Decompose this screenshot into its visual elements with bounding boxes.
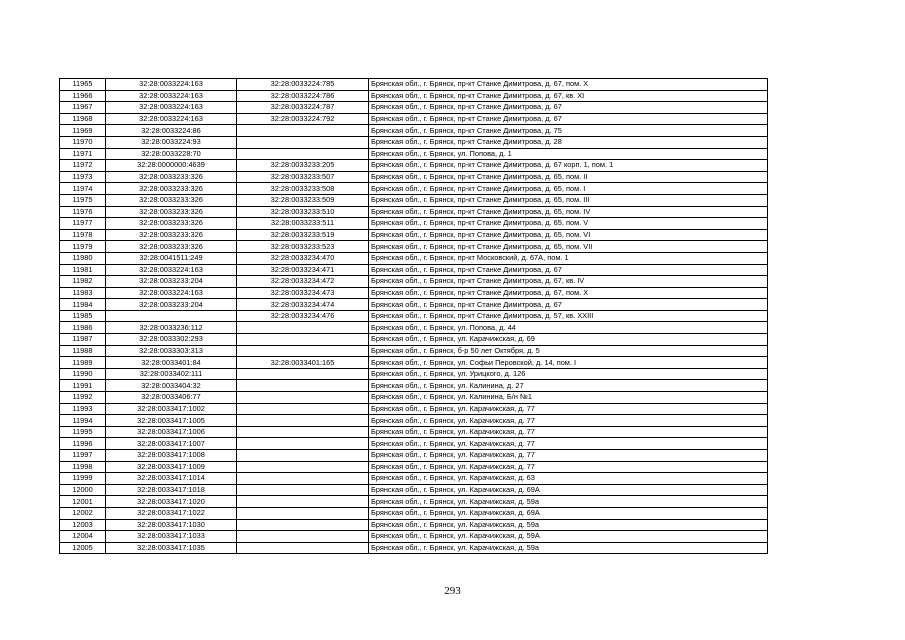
table-row [60, 287, 768, 299]
object-cadastral-number-cell [237, 345, 369, 357]
object-cadastral-number-cell: 32:28:0033233:507 [237, 171, 369, 183]
address-cell: Брянская обл., г. Брянск, пр-кт Станке Димитрова, д. 67, пом. X [369, 79, 768, 91]
address-cell: Брянская обл., г. Брянск, пр-кт Станке Димитрова, д. 67, кв. IV [369, 276, 768, 288]
object-cadastral-number-cell: 32:28:0033234:470 [237, 252, 369, 264]
object-cadastral-number-cell: 32:28:0033234:471 [237, 264, 369, 276]
address-cell: Брянская обл., г. Брянск, ул. Урицкого, д. 126 [369, 368, 768, 380]
address-cell: Брянская обл., г. Брянск, пр-кт Станке Димитрова, д. 65, пом. II [369, 171, 768, 183]
table-row [60, 264, 768, 276]
parcel-cadastral-number-cell: 32:28:0033224:163 [106, 102, 237, 114]
parcel-cadastral-number-cell: 32:28:0033233:204 [106, 276, 237, 288]
row-number-cell: 11983 [60, 287, 106, 299]
table-row [60, 368, 768, 380]
address-cell: Брянская обл., г. Брянск, ул. Карачижская, д. 77 [369, 450, 768, 462]
table-row [60, 438, 768, 450]
row-number-cell: 11978 [60, 229, 106, 241]
row-number-cell: 11966 [60, 90, 106, 102]
object-cadastral-number-cell [237, 125, 369, 137]
address-cell: Брянская обл., г. Брянск, пр-кт Станке Димитрова, д. 67 корп. 1, пом. 1 [369, 160, 768, 172]
parcel-cadastral-number-cell: 32:28:0033417:1022 [106, 507, 237, 519]
parcel-cadastral-number-cell: 32:28:0033233:326 [106, 183, 237, 195]
address-cell: Брянская обл., г. Брянск, пр-кт Московский, д. 67А, пом. 1 [369, 252, 768, 264]
table-row [60, 136, 768, 148]
row-number-cell: 11971 [60, 148, 106, 160]
row-number-cell: 11999 [60, 473, 106, 485]
table-row [60, 426, 768, 438]
parcel-cadastral-number-cell: 32:28:0033233:326 [106, 206, 237, 218]
row-number-cell: 11996 [60, 438, 106, 450]
address-cell: Брянская обл., г. Брянск, пр-кт Станке Димитрова, д. 67 [369, 113, 768, 125]
parcel-cadastral-number-cell: 32:28:0033233:326 [106, 241, 237, 253]
parcel-cadastral-number-cell: 32:28:0000000:4639 [106, 160, 237, 172]
table-row [60, 322, 768, 334]
address-cell: Брянская обл., г. Брянск, ул. Попова, д. 44 [369, 322, 768, 334]
table-row [60, 148, 768, 160]
table-row [60, 90, 768, 102]
address-cell: Брянская обл., г. Брянск, пр-кт Станке Димитрова, д. 67, пом. X [369, 287, 768, 299]
parcel-cadastral-number-cell: 32:28:0033417:1008 [106, 450, 237, 462]
parcel-cadastral-number-cell: 32:28:0041511:249 [106, 252, 237, 264]
table-row [60, 403, 768, 415]
object-cadastral-number-cell [237, 531, 369, 543]
row-number-cell: 11981 [60, 264, 106, 276]
table-row [60, 183, 768, 195]
table-row [60, 194, 768, 206]
parcel-cadastral-number-cell: 32:28:0033233:326 [106, 229, 237, 241]
object-cadastral-number-cell: 32:28:0033401:165 [237, 357, 369, 369]
parcel-cadastral-number-cell: 32:28:0033233:326 [106, 218, 237, 230]
address-cell: Брянская обл., г. Брянск, ул. Карачижская, д. 77 [369, 438, 768, 450]
object-cadastral-number-cell [237, 542, 369, 554]
object-cadastral-number-cell [237, 334, 369, 346]
row-number-cell: 12003 [60, 519, 106, 531]
object-cadastral-number-cell [237, 322, 369, 334]
object-cadastral-number-cell [237, 403, 369, 415]
address-cell: Брянская обл., г. Брянск, пр-кт Станке Димитрова, д. 67, кв. XI [369, 90, 768, 102]
parcel-cadastral-number-cell: 32:28:0033402:111 [106, 368, 237, 380]
row-number-cell: 11974 [60, 183, 106, 195]
object-cadastral-number-cell [237, 496, 369, 508]
row-number-cell: 11980 [60, 252, 106, 264]
object-cadastral-number-cell: 32:28:0033233:205 [237, 160, 369, 172]
row-number-cell: 12000 [60, 484, 106, 496]
object-cadastral-number-cell [237, 438, 369, 450]
parcel-cadastral-number-cell: 32:28:0033417:1002 [106, 403, 237, 415]
row-number-cell: 11972 [60, 160, 106, 172]
table-row [60, 79, 768, 91]
object-cadastral-number-cell: 32:28:0033233:509 [237, 194, 369, 206]
address-cell: Брянская обл., г. Брянск, ул. Софьи Перовской, д. 14, пом. I [369, 357, 768, 369]
table-row [60, 299, 768, 311]
parcel-cadastral-number-cell: 32:28:0033417:1030 [106, 519, 237, 531]
parcel-cadastral-number-cell [106, 310, 237, 322]
row-number-cell: 11994 [60, 415, 106, 427]
row-number-cell: 11993 [60, 403, 106, 415]
row-number-cell: 11984 [60, 299, 106, 311]
row-number-cell: 11982 [60, 276, 106, 288]
row-number-cell: 11969 [60, 125, 106, 137]
row-number-cell: 11977 [60, 218, 106, 230]
address-cell: Брянская обл., г. Брянск, пр-кт Станке Димитрова, д. 65, пом. VI [369, 229, 768, 241]
table-row [60, 542, 768, 554]
parcel-cadastral-number-cell: 32:28:0033224:163 [106, 113, 237, 125]
parcel-cadastral-number-cell: 32:28:0033406:77 [106, 392, 237, 404]
row-number-cell: 11989 [60, 357, 106, 369]
object-cadastral-number-cell: 32:28:0033224:787 [237, 102, 369, 114]
object-cadastral-number-cell [237, 461, 369, 473]
table-row [60, 206, 768, 218]
object-cadastral-number-cell [237, 473, 369, 485]
row-number-cell: 11991 [60, 380, 106, 392]
parcel-cadastral-number-cell: 32:28:0033417:1020 [106, 496, 237, 508]
address-cell: Брянская обл., г. Брянск, ул. Карачижская, д. 59а [369, 542, 768, 554]
object-cadastral-number-cell [237, 392, 369, 404]
address-cell: Брянская обл., г. Брянск, ул. Калинина, д. 27 [369, 380, 768, 392]
object-cadastral-number-cell [237, 426, 369, 438]
object-cadastral-number-cell: 32:28:0033234:472 [237, 276, 369, 288]
table-row [60, 160, 768, 172]
object-cadastral-number-cell: 32:28:0033224:792 [237, 113, 369, 125]
address-cell: Брянская обл., г. Брянск, ул. Карачижская, д. 77 [369, 426, 768, 438]
table-row [60, 276, 768, 288]
parcel-cadastral-number-cell: 32:28:0033404:32 [106, 380, 237, 392]
address-cell: Брянская обл., г. Брянск, ул. Карачижская, д. 77 [369, 415, 768, 427]
row-number-cell: 12002 [60, 507, 106, 519]
parcel-cadastral-number-cell: 32:28:0033417:1009 [106, 461, 237, 473]
address-cell: Брянская обл., г. Брянск, ул. Попова, д. 1 [369, 148, 768, 160]
object-cadastral-number-cell [237, 380, 369, 392]
object-cadastral-number-cell: 32:28:0033233:511 [237, 218, 369, 230]
parcel-cadastral-number-cell: 32:28:0033417:1014 [106, 473, 237, 485]
parcel-cadastral-number-cell: 32:28:0033224:163 [106, 264, 237, 276]
row-number-cell: 11965 [60, 79, 106, 91]
table-row [60, 345, 768, 357]
object-cadastral-number-cell [237, 519, 369, 531]
parcel-cadastral-number-cell: 32:28:0033401:84 [106, 357, 237, 369]
registry-table-body [60, 79, 768, 554]
row-number-cell: 11990 [60, 368, 106, 380]
table-row [60, 507, 768, 519]
table-row [60, 229, 768, 241]
table-row [60, 357, 768, 369]
table-row [60, 519, 768, 531]
row-number-cell: 11992 [60, 392, 106, 404]
table-row [60, 310, 768, 322]
row-number-cell: 11967 [60, 102, 106, 114]
parcel-cadastral-number-cell: 32:28:0033417:1035 [106, 542, 237, 554]
table-row [60, 461, 768, 473]
row-number-cell: 11997 [60, 450, 106, 462]
address-cell: Брянская обл., г. Брянск, б-р 50 лет Октября, д. 5 [369, 345, 768, 357]
parcel-cadastral-number-cell: 32:28:0033224:86 [106, 125, 237, 137]
row-number-cell: 11985 [60, 310, 106, 322]
object-cadastral-number-cell: 32:28:0033233:508 [237, 183, 369, 195]
address-cell: Брянская обл., г. Брянск, пр-кт Станке Димитрова, д. 65, пом. III [369, 194, 768, 206]
object-cadastral-number-cell: 32:28:0033224:785 [237, 79, 369, 91]
address-cell: Брянская обл., г. Брянск, ул. Карачижская, д. 69А [369, 484, 768, 496]
address-cell: Брянская обл., г. Брянск, ул. Карачижская, д. 59а [369, 519, 768, 531]
row-number-cell: 11986 [60, 322, 106, 334]
object-cadastral-number-cell: 32:28:0033233:519 [237, 229, 369, 241]
object-cadastral-number-cell [237, 148, 369, 160]
row-number-cell: 11979 [60, 241, 106, 253]
table-row [60, 496, 768, 508]
object-cadastral-number-cell [237, 415, 369, 427]
parcel-cadastral-number-cell: 32:28:0033417:1018 [106, 484, 237, 496]
table-row [60, 415, 768, 427]
object-cadastral-number-cell: 32:28:0033233:510 [237, 206, 369, 218]
row-number-cell: 11975 [60, 194, 106, 206]
parcel-cadastral-number-cell: 32:28:0033224:163 [106, 79, 237, 91]
table-row [60, 392, 768, 404]
address-cell: Брянская обл., г. Брянск, ул. Карачижская, д. 63 [369, 473, 768, 485]
row-number-cell: 12004 [60, 531, 106, 543]
table-row [60, 450, 768, 462]
row-number-cell: 12005 [60, 542, 106, 554]
address-cell: Брянская обл., г. Брянск, пр-кт Станке Димитрова, д. 57, кв. XXIII [369, 310, 768, 322]
address-cell: Брянская обл., г. Брянск, ул. Карачижская, д. 59а [369, 496, 768, 508]
table-row [60, 102, 768, 114]
table-row [60, 241, 768, 253]
address-cell: Брянская обл., г. Брянск, ул. Карачижская, д. 69 [369, 334, 768, 346]
address-cell: Брянская обл., г. Брянск, пр-кт Станке Димитрова, д. 75 [369, 125, 768, 137]
row-number-cell: 11973 [60, 171, 106, 183]
parcel-cadastral-number-cell: 32:28:0033417:1007 [106, 438, 237, 450]
registry-table [59, 78, 768, 554]
table-row [60, 171, 768, 183]
address-cell: Брянская обл., г. Брянск, пр-кт Станке Димитрова, д. 65, пом. VII [369, 241, 768, 253]
object-cadastral-number-cell [237, 507, 369, 519]
parcel-cadastral-number-cell: 32:28:0033236:112 [106, 322, 237, 334]
address-cell: Брянская обл., г. Брянск, пр-кт Станке Димитрова, д. 67 [369, 299, 768, 311]
row-number-cell: 11998 [60, 461, 106, 473]
row-number-cell: 11968 [60, 113, 106, 125]
object-cadastral-number-cell [237, 136, 369, 148]
row-number-cell: 11995 [60, 426, 106, 438]
parcel-cadastral-number-cell: 32:28:0033417:1033 [106, 531, 237, 543]
parcel-cadastral-number-cell: 32:28:0033224:163 [106, 90, 237, 102]
address-cell: Брянская обл., г. Брянск, ул. Карачижская, д. 77 [369, 403, 768, 415]
parcel-cadastral-number-cell: 32:28:0033233:204 [106, 299, 237, 311]
table-row [60, 125, 768, 137]
object-cadastral-number-cell: 32:28:0033233:523 [237, 241, 369, 253]
object-cadastral-number-cell [237, 450, 369, 462]
row-number-cell: 11988 [60, 345, 106, 357]
object-cadastral-number-cell [237, 368, 369, 380]
table-row [60, 252, 768, 264]
parcel-cadastral-number-cell: 32:28:0033303:313 [106, 345, 237, 357]
parcel-cadastral-number-cell: 32:28:0033417:1005 [106, 415, 237, 427]
address-cell: Брянская обл., г. Брянск, пр-кт Станке Димитрова, д. 28 [369, 136, 768, 148]
parcel-cadastral-number-cell: 32:28:0033233:326 [106, 171, 237, 183]
object-cadastral-number-cell: 32:28:0033234:476 [237, 310, 369, 322]
parcel-cadastral-number-cell: 32:28:0033228:70 [106, 148, 237, 160]
object-cadastral-number-cell: 32:28:0033224:786 [237, 90, 369, 102]
table-row [60, 473, 768, 485]
address-cell: Брянская обл., г. Брянск, пр-кт Станке Димитрова, д. 67 [369, 102, 768, 114]
address-cell: Брянская обл., г. Брянск, пр-кт Станке Димитрова, д. 67 [369, 264, 768, 276]
address-cell: Брянская обл., г. Брянск, пр-кт Станке Димитрова, д. 65, пом. IV [369, 206, 768, 218]
address-cell: Брянская обл., г. Брянск, ул. Калинина, Б/н №1 [369, 392, 768, 404]
object-cadastral-number-cell: 32:28:0033234:473 [237, 287, 369, 299]
table-row [60, 113, 768, 125]
parcel-cadastral-number-cell: 32:28:0033417:1006 [106, 426, 237, 438]
row-number-cell: 11976 [60, 206, 106, 218]
parcel-cadastral-number-cell: 32:28:0033233:326 [106, 194, 237, 206]
parcel-cadastral-number-cell: 32:28:0033224:163 [106, 287, 237, 299]
table-row [60, 218, 768, 230]
row-number-cell: 11987 [60, 334, 106, 346]
parcel-cadastral-number-cell: 32:28:0033224:93 [106, 136, 237, 148]
address-cell: Брянская обл., г. Брянск, ул. Карачижская, д. 59А [369, 531, 768, 543]
table-row [60, 531, 768, 543]
table-row [60, 334, 768, 346]
address-cell: Брянская обл., г. Брянск, ул. Карачижская, д. 77 [369, 461, 768, 473]
address-cell: Брянская обл., г. Брянск, пр-кт Станке Димитрова, д. 65, пом. I [369, 183, 768, 195]
address-cell: Брянская обл., г. Брянск, пр-кт Станке Димитрова, д. 65, пом. V [369, 218, 768, 230]
row-number-cell: 11970 [60, 136, 106, 148]
table-row [60, 380, 768, 392]
address-cell: Брянская обл., г. Брянск, ул. Карачижская, д. 69А [369, 507, 768, 519]
page-number: 293 [444, 585, 461, 597]
row-number-cell: 12001 [60, 496, 106, 508]
parcel-cadastral-number-cell: 32:28:0033302:293 [106, 334, 237, 346]
table-row [60, 484, 768, 496]
object-cadastral-number-cell [237, 484, 369, 496]
object-cadastral-number-cell: 32:28:0033234:474 [237, 299, 369, 311]
